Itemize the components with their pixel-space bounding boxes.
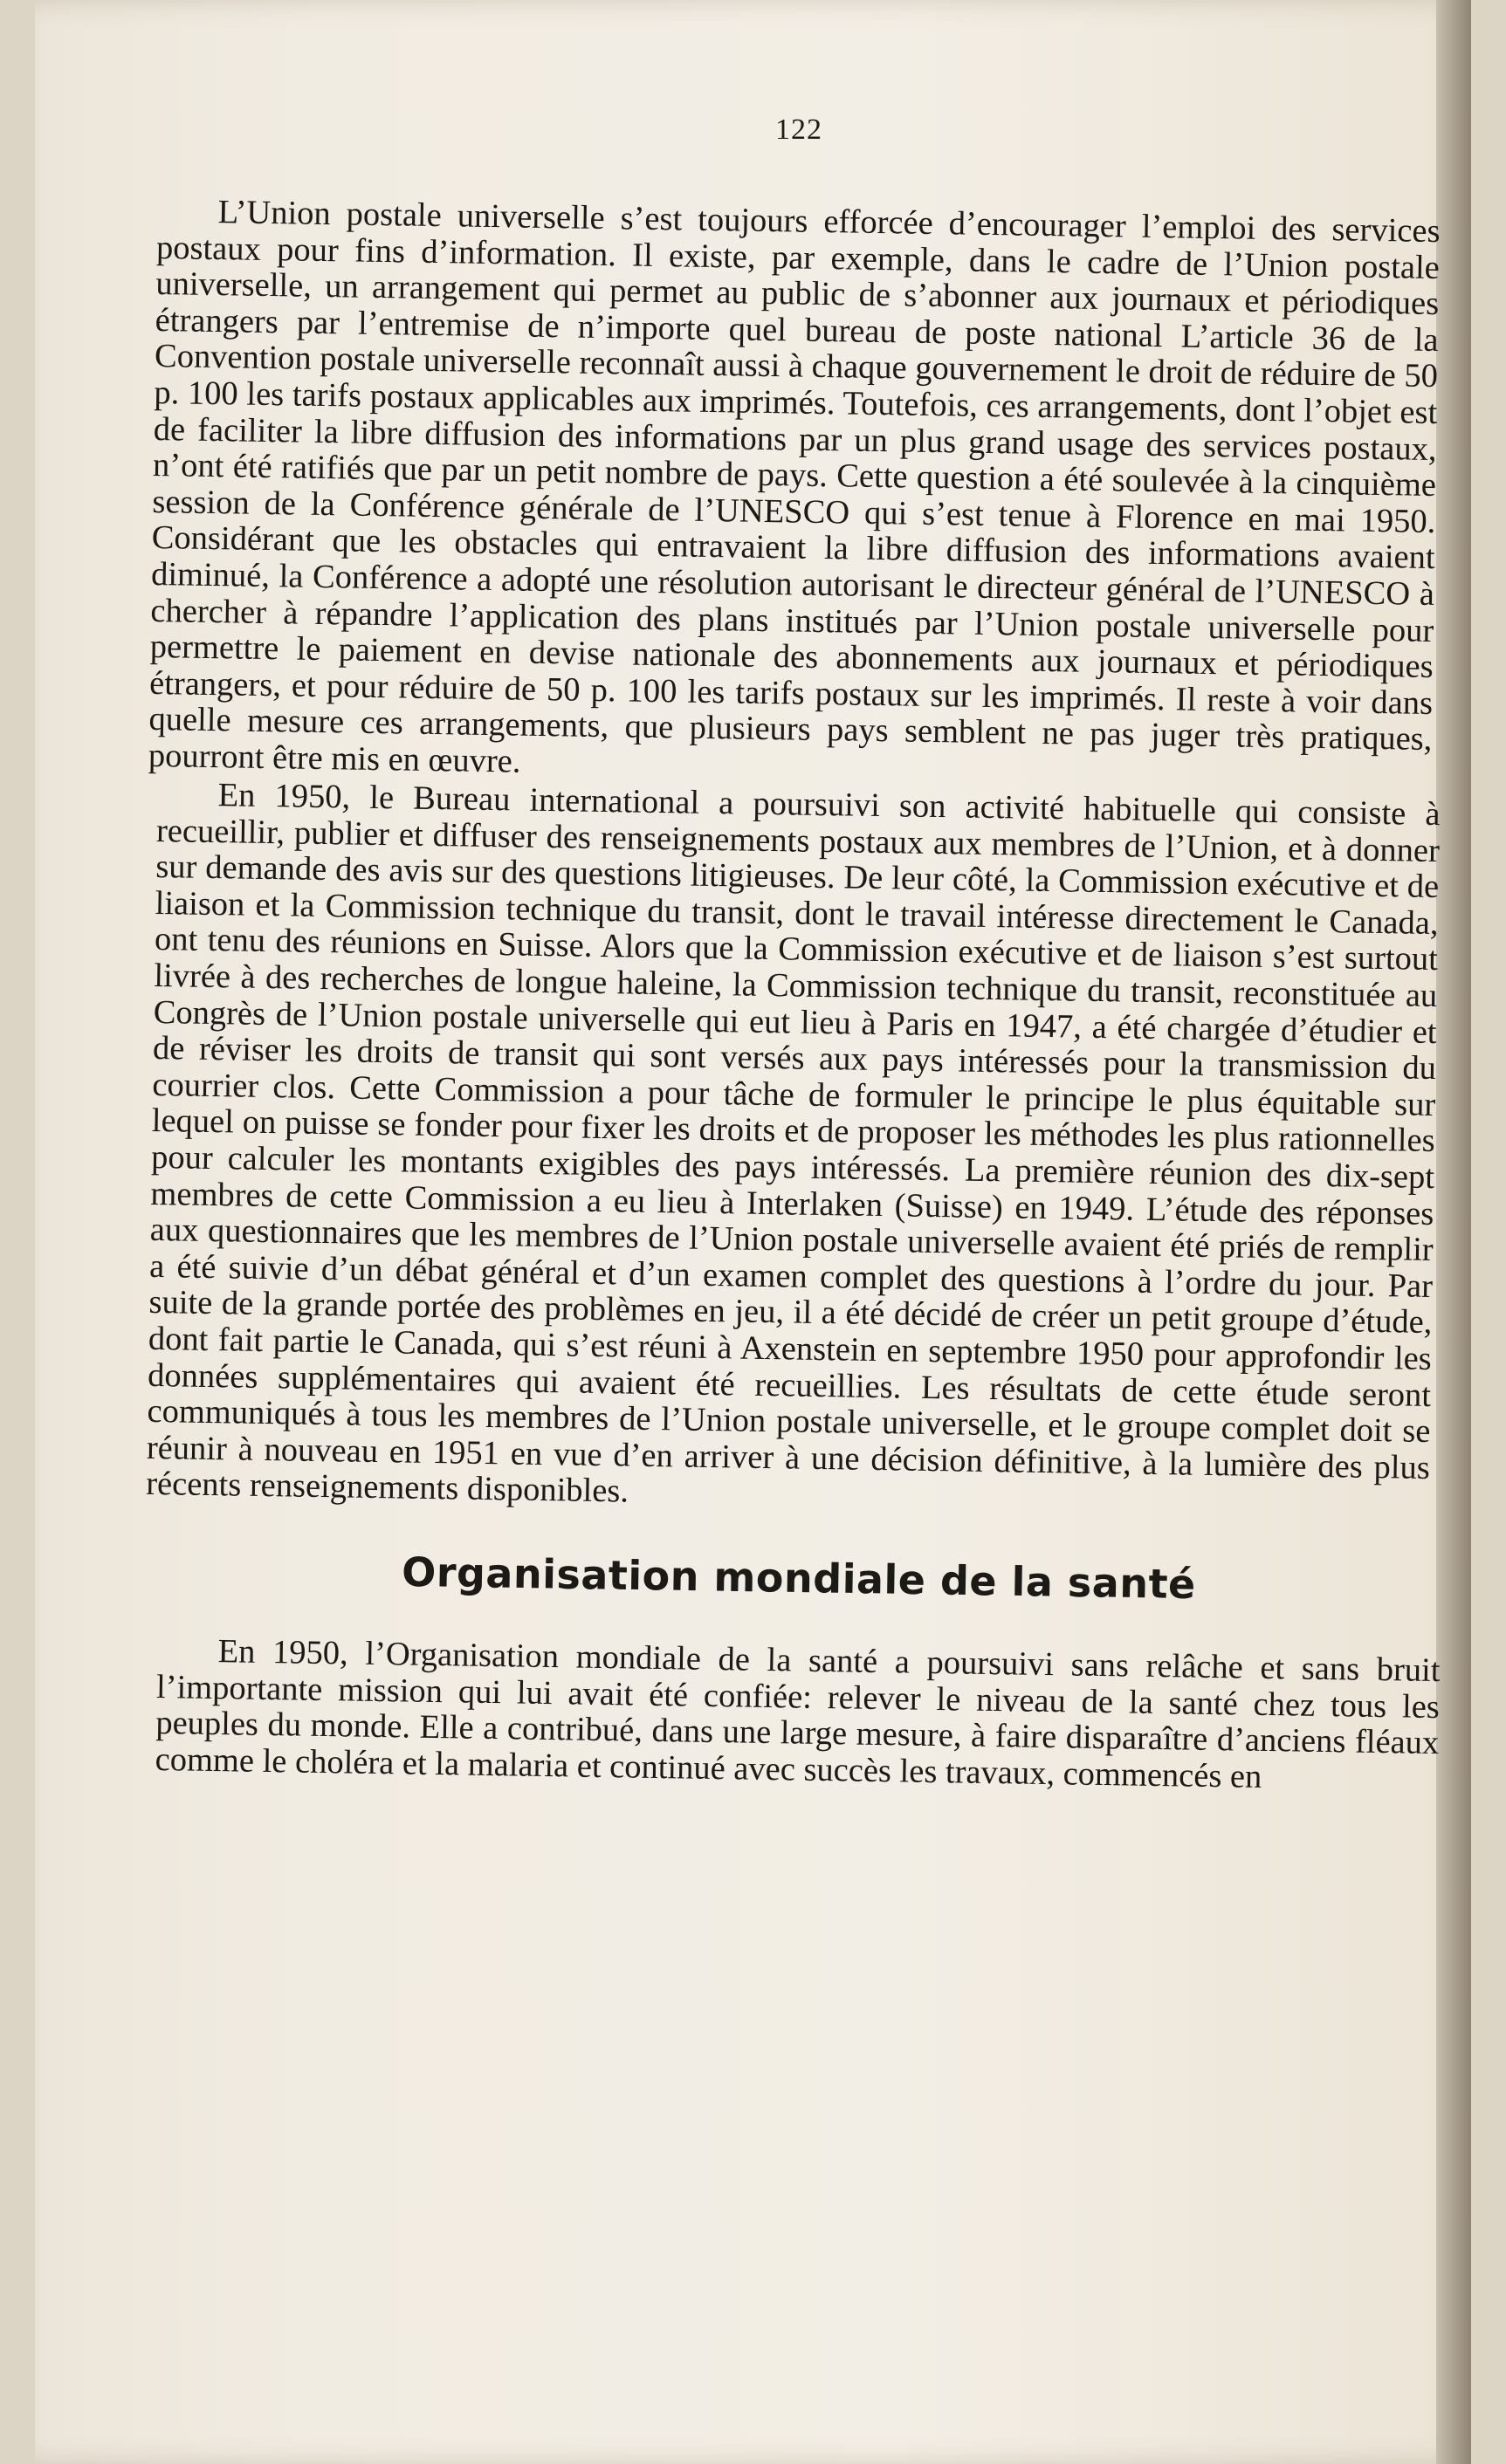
book-spine <box>1436 0 1471 2464</box>
section-heading-oms: Organisation mondiale de la santé <box>401 1548 1197 1609</box>
book-page <box>35 0 1471 2464</box>
paragraph-bureau-international: En 1950, le Bureau international a poursuivi son activité habituelle qui consiste à recueillir, publier et diffuser des renseignements postaux aux membres de l’Union, et à donner sur demande des avis sur des questions litigieuses. De leur côté, la Commission exécutive et de liaison et la Commission technique du transit, dont le travail intéresse directement le Canada, ont tenu des réunions en Suisse. Alors que la Commission exécutive et de liaison s’est surtout livrée à des recherches de longue haleine, la Commission technique du transit, reconstituée au Congrès de l’Union postale universelle qui eut lieu à Paris en 1947, a été chargée d’étudier et de réviser les droits de transit qui sont versés aux pays intéressés pour la transmission du courrier clos. Cette Commission a pour tâche de formuler le principe le plus équitable sur lequel on puisse se fonder pour fixer les droits et de proposer les méthodes les plus rationnelles pour calculer les montants exigibles des pays intéressés. La première réunion des dix-sept membres de cette Commission a eu lieu à Interlaken (Suisse) en 1949. L’étude des réponses aux questionnaires que les membres de l’Union postale universelle avaient été priés de remplir a été suivie d’un débat général et d’un examen complet des questions à l’ordre du jour. Par suite de la grande portée des problèmes en jeu, il a été décidé de créer un petit groupe d’étude, dont fait partie le Canada, qui s’est réuni à Axenstein en septembre 1950 pour approfondir les données supplémentaires qui avaient été recueillies. Les résultats de cette étude seront communiqués à tous les membres de l’Union postale universelle, et le groupe complet doit se réunir à nouveau en 1951 en vue d’en arriver à une décision définitive, à la lumière des plus récents renseignements disponibles. <box>145 776 1441 1510</box>
page-number: 122 <box>775 113 822 146</box>
paragraph-upu-information: L’Union postale universelle s’est toujours efforcée d’encourager l’emploi des services postaux pour fins d’information. Il existe, par exemple, dans le cadre de l’Union postale universelle, un arrangement qui permet au public de s’abonner aux journaux et périodiques étrangers par l’entremise de n’importe quel bureau de poste national L’article 36 de la Convention postale universelle reconnaît aussi à chaque gouvernement le droit de réduire de 50 p. 100 les tarifs postaux applicables aux imprimés. Toutefois, ces arrangements, dont l’objet est de faciliter la libre diffusion des informations par un plus grand usage des services postaux, n’ont été ratifiés que par un petit nombre de pays. Cette question a été soulevée à la cinquième session de la Conférence générale de l’UNESCO qui s’est tenue à Florence en mai 1950. Considérant que les obstacles qui entravaient la libre diffusion des informations avaient diminué, la Conférence a adopté une résolution autorisant le directeur général de l’UNESCO à chercher à répandre l’application des plans institués par l’Union postale universelle pour permettre le paiement en devise nationale des abonnements aux journaux et périodiques étrangers, et pour réduire de 50 p. 100 les tarifs postaux sur les imprimés. Il reste à voir dans quelle mesure ces arrangements, que plusieurs pays semblent ne pas juger très pratiques, pourront être mis en œuvre. <box>148 194 1441 780</box>
page-content <box>145 113 1441 1796</box>
paragraph-oms-intro: En 1950, l’Organisation mondiale de la santé a poursuivi sans relâche et sans bruit l’importante mission qui lui avait été confiée: relever le niveau de la santé chez tous les peuples du monde. Elle a contribué, dans une large mesure, à faire disparaître d’anciens fléaux comme le choléra et la malaria et continué avec succès les travaux, commencés en <box>155 1633 1441 1796</box>
